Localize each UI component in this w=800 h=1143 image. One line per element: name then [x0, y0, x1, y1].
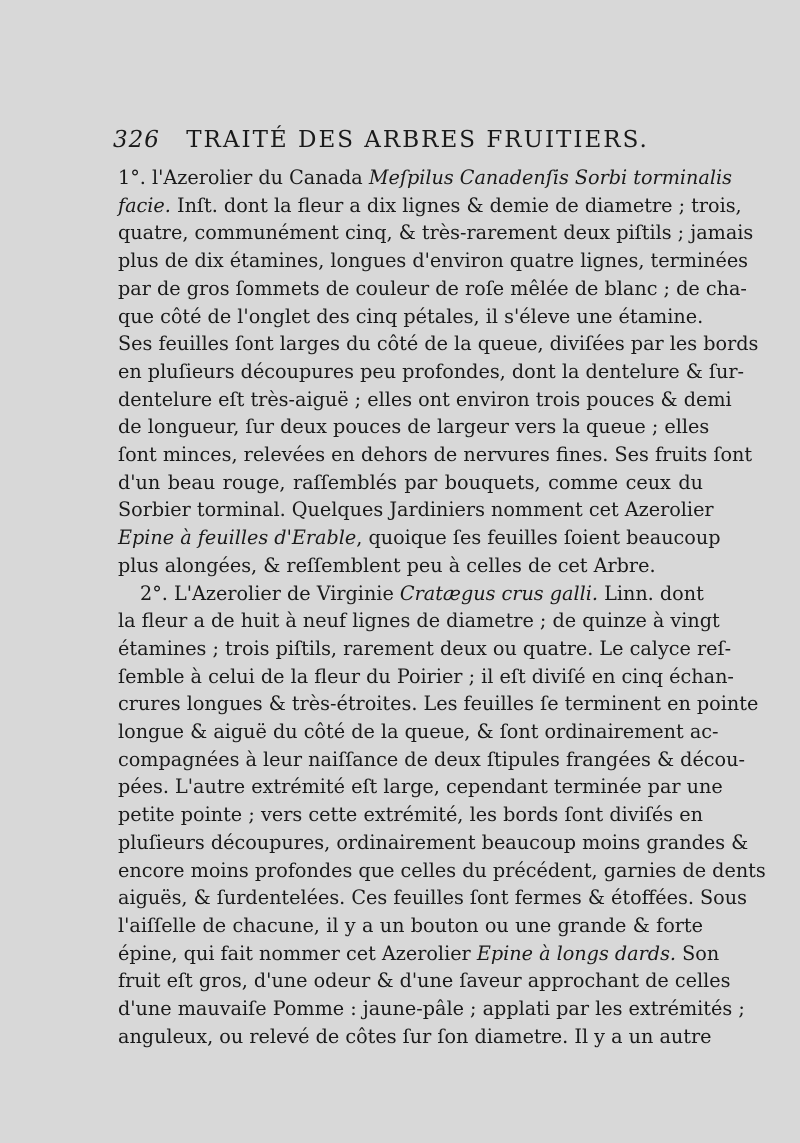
text-line [118, 580, 703, 608]
text-line: pluſieurs découpures, ordinairement beaucoup moins grandes & [118, 830, 749, 854]
body-text [118, 164, 766, 1051]
common-name: Epine à feuilles d'Erable [118, 526, 357, 550]
latin-name: Meſpilus Canadenſis Sorbi torminalis [368, 166, 732, 189]
text-run: Son [676, 941, 720, 965]
text-line [118, 192, 742, 220]
text-line [118, 164, 732, 192]
text-line: Sorbier torminal. Quelques Jardiniers nomment cet Azerolier [118, 498, 714, 522]
text-line: que côté de l'onglet des cinq pétales, il s'éleve une étamine. [118, 304, 704, 328]
latin-name: facie. [118, 193, 171, 217]
text-line: quatre, communément cinq, & très-rarement deux piſtils ; jamais [118, 221, 754, 245]
text-line: plus alongées, & reſſemblent peu à celles de cet Arbre. [118, 553, 656, 577]
text-line: de longueur, ſur deux pouces de largeur vers la queue ; elles [118, 415, 710, 439]
text-line [118, 940, 720, 968]
text-line: petite pointe ; vers cette extrémité, les bords ſont diviſés en [118, 803, 703, 827]
text-line: ſemble à celui de la fleur du Poirier ; il eſt diviſé en cinq échan- [118, 664, 734, 688]
text-line: fruit eſt gros, d'une odeur & d'une ſaveur approchant de celles [118, 969, 731, 993]
running-head: TRAITÉ DES ARBRES FRUITIERS. [186, 127, 649, 153]
text-line: compagnées à leur naiſſance de deux ſtipules frangées & décou- [118, 747, 745, 771]
text-run: Linn. dont [597, 581, 704, 605]
latin-name: Cratægus crus galli. [399, 581, 598, 605]
text-line: longue & aiguë du côté de la queue, & ſont ordinairement ac- [118, 720, 719, 744]
page-number: 326 [113, 127, 160, 153]
text-line: Ses feuilles ſont larges du côté de la queue, diviſées par les bords [118, 332, 759, 356]
text-line: par de gros ſommets de couleur de roſe mêlée de blanc ; de cha- [118, 276, 747, 300]
text-run: 2°. L'Azerolier de Virginie [140, 581, 400, 605]
text-run: Inſt. dont la fleur a dix lignes & demie de diametre ; trois, [170, 193, 742, 217]
text-line: ſont minces, relevées en dehors de nervures fines. Ses fruits ſont [118, 443, 753, 467]
text-line: encore moins profondes que celles du précédent, garnies de dents [118, 858, 766, 882]
text-run: , quoique ſes feuilles ſoient beaucoup [356, 526, 721, 550]
text-line: plus de dix étamines, longues d'environ quatre lignes, terminées [118, 249, 749, 273]
common-name: Epine à longs dards. [476, 941, 677, 965]
text-run: 1°. l'Azerolier du Canada [118, 166, 369, 189]
text-line: crures longues & très-étroites. Les feuilles ſe terminent en pointe [118, 692, 759, 716]
text-run: épine, qui fait nommer cet Azerolier [118, 941, 477, 965]
text-line [118, 524, 721, 552]
text-line: d'une mauvaiſe Pomme : jaune-pâle ; applati par les extrémités ; [118, 997, 745, 1021]
text-line: pées. L'autre extrémité eſt large, cependant terminée par une [118, 775, 723, 799]
text-line: étamines ; trois piſtils, rarement deux ou quatre. Le calyce reſ- [118, 636, 732, 660]
page-header [113, 127, 713, 163]
text-line: l'aiſſelle de chacune, il y a un bouton ou une grande & forte [118, 913, 703, 937]
text-line: d'un beau rouge, raſſemblés par bouquets, comme ceux du [118, 470, 703, 494]
text-line: dentelure eſt très-aiguë ; elles ont environ trois pouces & demi [118, 387, 732, 411]
text-line: en pluſieurs découpures peu profondes, dont la dentelure & ſur- [118, 359, 745, 383]
text-line: anguleux, ou relevé de côtes ſur ſon diametre. Il y a un autre [118, 1024, 712, 1048]
text-line: aiguës, & ſurdentelées. Ces feuilles ſont fermes & étoffées. Sous [118, 886, 747, 910]
text-line: la fleur a de huit à neuf lignes de diametre ; de quinze à vingt [118, 609, 720, 633]
